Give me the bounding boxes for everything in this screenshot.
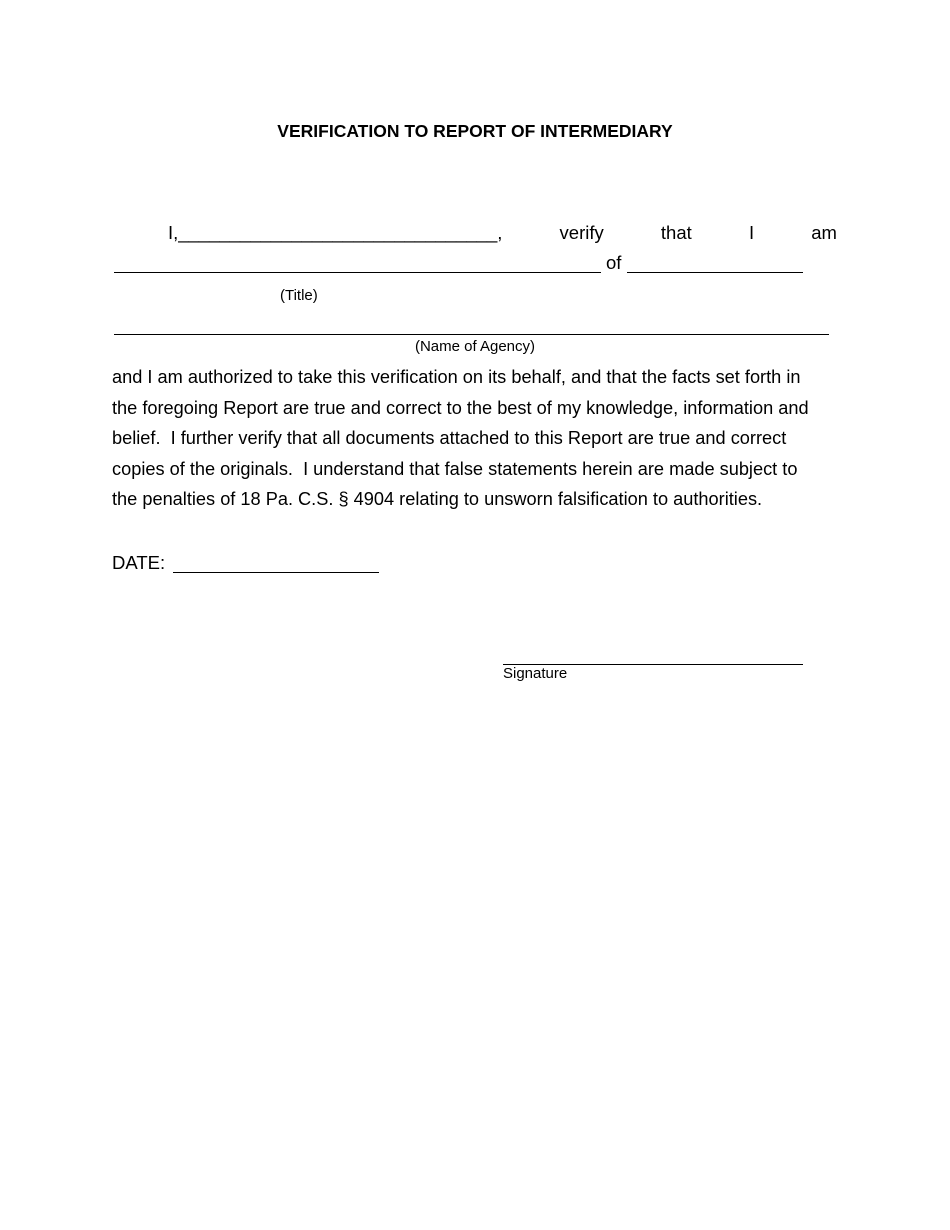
paragraph-line: the foregoing Report are true and correct to the best of my knowledge, information and — [112, 397, 809, 418]
of-label: of — [606, 252, 622, 273]
verify-line-name-field[interactable]: I,_______________________________, — [168, 222, 503, 243]
verify-line-word-i: I — [748, 222, 755, 243]
agency-blank-line[interactable] — [114, 334, 829, 335]
paragraph-line: and I am authorized to take this verification on its behalf, and that the facts set forth in — [112, 367, 801, 387]
paragraph-line: belief. I further verify that all documents attached to this Report are true and correct — [112, 428, 787, 448]
date-label: DATE: — [112, 552, 166, 573]
date-blank-line[interactable] — [173, 572, 379, 573]
verify-line — [168, 222, 837, 244]
paragraph-line: copies of the originals. I understand that false statements herein are made subject to — [112, 458, 798, 479]
paragraph-line: the penalties of 18 Pa. C.S. § 4904 relating to unsworn falsification to authorities. — [112, 489, 763, 509]
of-blank-line[interactable] — [627, 272, 803, 273]
document-title: VERIFICATION TO REPORT OF INTERMEDIARY — [277, 121, 673, 141]
verify-line-word-that: that — [660, 222, 692, 243]
signature-caption: Signature — [503, 665, 568, 682]
title-caption: (Title) — [280, 287, 318, 304]
verification-paragraph — [112, 362, 842, 515]
title-blank-line[interactable] — [114, 272, 601, 273]
verify-line-word-am: am — [811, 222, 837, 243]
verify-line-word-verify: verify — [559, 222, 604, 243]
agency-caption: (Name of Agency) — [414, 338, 536, 355]
